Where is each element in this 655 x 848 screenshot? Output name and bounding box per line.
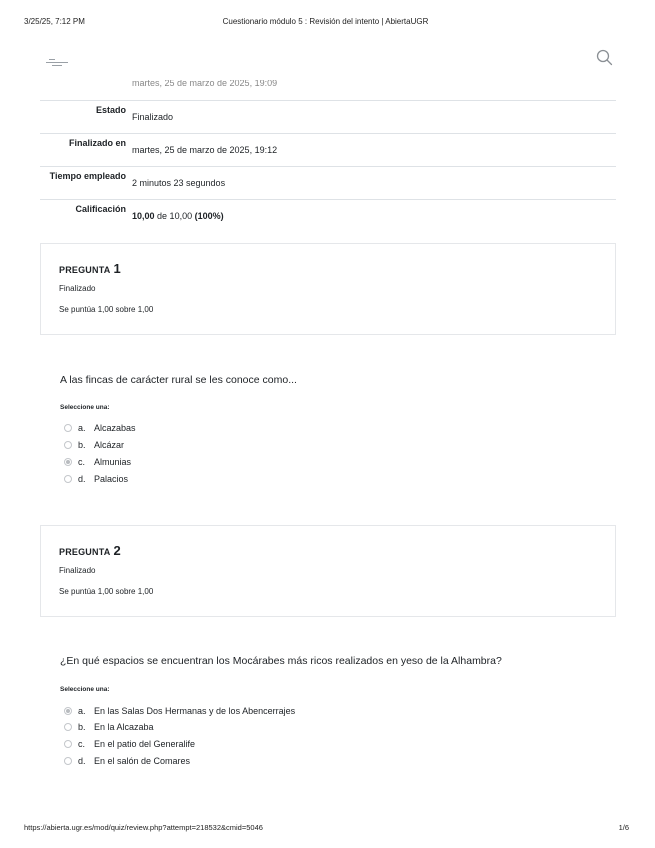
summary-row-calificacion [40,200,616,233]
option-text: En el salón de Comares [94,756,191,766]
radio-button[interactable] [64,441,72,449]
option-text: Alcazabas [94,423,136,433]
question-grade: Se puntúa 1,00 sobre 1,00 [59,587,154,596]
option-text: Almunias [94,457,132,467]
grade-value [132,211,224,221]
print-footer [24,823,629,835]
summary-label: Calificación [75,204,126,214]
answer-prompt: Seleccione una: [60,404,110,411]
question-info-2 [40,525,616,617]
print-datetime: 3/25/25, 7:12 PM [24,17,85,26]
summary-row-finalizado-en [40,134,616,167]
top-navbar [40,40,615,80]
print-url: https://abierta.ugr.es/mod/quiz/review.php?attempt=218532&cmid=5046 [24,823,263,832]
summary-value: Finalizado [132,112,174,122]
summary-row-tiempo [40,167,616,200]
radio-button-selected[interactable] [64,707,72,715]
question-number: 1 [113,261,121,276]
option-letter: d. [78,474,86,484]
option-letter: b. [78,722,86,732]
question-heading [59,543,121,558]
question-text-2: ¿En qué espacios se encuentran los Mocárabes más ricos realizados en yeso de la Alhambra? [60,655,502,667]
question-heading-label: PREGUNTA [59,265,111,275]
summary-label: Estado [95,105,126,115]
question-state: Finalizado [59,566,96,575]
summary-row-estado [40,101,616,134]
summary-started-value: martes, 25 de marzo de 2025, 19:09 [132,80,278,88]
option-text: Alcázar [94,440,125,450]
radio-button[interactable] [64,424,72,432]
radio-button[interactable] [64,757,72,765]
site-logo[interactable] [46,57,70,67]
question-heading [59,261,121,276]
attempt-summary [40,80,616,233]
radio-button[interactable] [64,740,72,748]
question-text-1: A las fincas de carácter rural se les conoce como... [60,374,297,386]
summary-value: martes, 25 de marzo de 2025, 19:12 [132,145,278,155]
question-heading-label: PREGUNTA [59,547,111,557]
radio-button[interactable] [64,723,72,731]
radio-button[interactable] [64,475,72,483]
option-text: En el patio del Generalife [94,739,196,749]
summary-value: 2 minutos 23 segundos [132,178,226,188]
option-letter: b. [78,440,86,450]
answer-prompt: Seleccione una: [60,686,110,693]
grade-of: de 10,00 [157,211,193,221]
question-info-1 [40,243,616,335]
search-icon[interactable] [595,48,615,68]
option-text: En las Salas Dos Hermanas y de los Abencerrajes [94,706,296,716]
option-letter: a. [78,706,86,716]
print-page-title: Cuestionario módulo 5 : Revisión del intento | AbiertaUGR [222,17,429,26]
summary-label: Finalizado en [68,138,126,148]
page-counter: 1/6 [618,823,629,832]
option-letter: c. [78,457,86,467]
print-header [24,17,627,29]
option-letter: d. [78,756,86,766]
question-state: Finalizado [59,284,96,293]
grade-percent: (100%) [194,211,224,221]
summary-label: Tiempo empleado [49,171,126,181]
option-letter: a. [78,423,86,433]
option-text: En la Alcazaba [94,722,154,732]
radio-button-selected[interactable] [64,458,72,466]
grade-score: 10,00 [132,211,155,221]
question-grade: Se puntúa 1,00 sobre 1,00 [59,305,154,314]
summary-row-started [40,80,616,101]
question-number: 2 [113,543,121,558]
option-letter: c. [78,739,86,749]
option-text: Palacios [94,474,129,484]
